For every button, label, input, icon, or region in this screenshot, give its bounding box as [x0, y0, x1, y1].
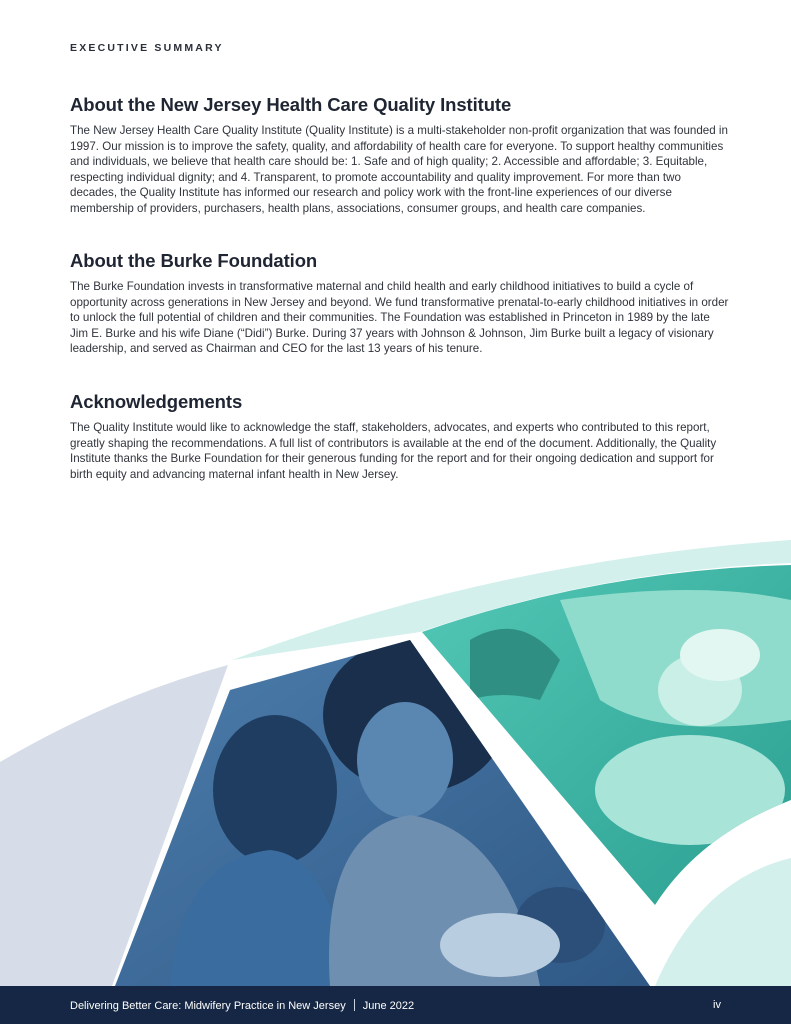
page-number: iv [713, 999, 721, 1011]
section-body: The New Jersey Health Care Quality Institute (Quality Institute) is a multi-stakeholder non-profit organization that was founded in 1997. Our mission is to improve the safety, quality, and affordability of health care for everyone. To support healthy communities and individuals, we believe that health care should be: 1. Safe and of high quality; 2. Accessible and affordable; 3. Equitable, respecting individual dignity; and 4. Transparent, to promote accountability and quality improvement. For more than two decades, the Quality Institute has informed our research and policy work with the front-line experiences of our diverse membership of providers, purchasers, health plans, associations, consumer groups, and health care companies. [70, 124, 728, 215]
section-heading: About the Burke Foundation [70, 250, 318, 271]
footer-title: Delivering Better Care: Midwifery Practice in New Jersey [70, 1000, 346, 1012]
section-heading: Acknowledgements [70, 391, 243, 412]
footer-divider [354, 999, 355, 1011]
footer-info [70, 999, 414, 1012]
section-body: The Quality Institute would like to acknowledge the staff, stakeholders, advocates, and experts who contributed to this report, greatly shaping the recommendations. A full list of contributors is available at the end of the document. Additionally, the Quality Institute thanks the Burke Foundation for their generous funding for the report and for their ongoing dedication and support for birth equity and advancing maternal infant health in New Jersey. [70, 421, 717, 481]
footer-date: June 2022 [362, 1000, 415, 1012]
page-footer [0, 986, 791, 1024]
section-eyebrow: EXECUTIVE SUMMARY [70, 42, 224, 54]
section-heading: About the New Jersey Health Care Quality Institute [70, 94, 512, 115]
section-body: The Burke Foundation invests in transformative maternal and child health and early childhood initiatives to build a cycle of opportunity across generations in New Jersey and beyond. We fund transformative prenatal-to-early childhood initiatives in order to unlock the full potential of children and their communities. The Foundation was established in Princeton in 1989 by the late Jim E. Burke and his wife Diane (“Didi”) Burke. During 37 years with Johnson & Johnson, Jim Burke built a legacy of visionary leadership, and served as Chairman and CEO for the last 13 years of his tenure. [70, 280, 729, 356]
